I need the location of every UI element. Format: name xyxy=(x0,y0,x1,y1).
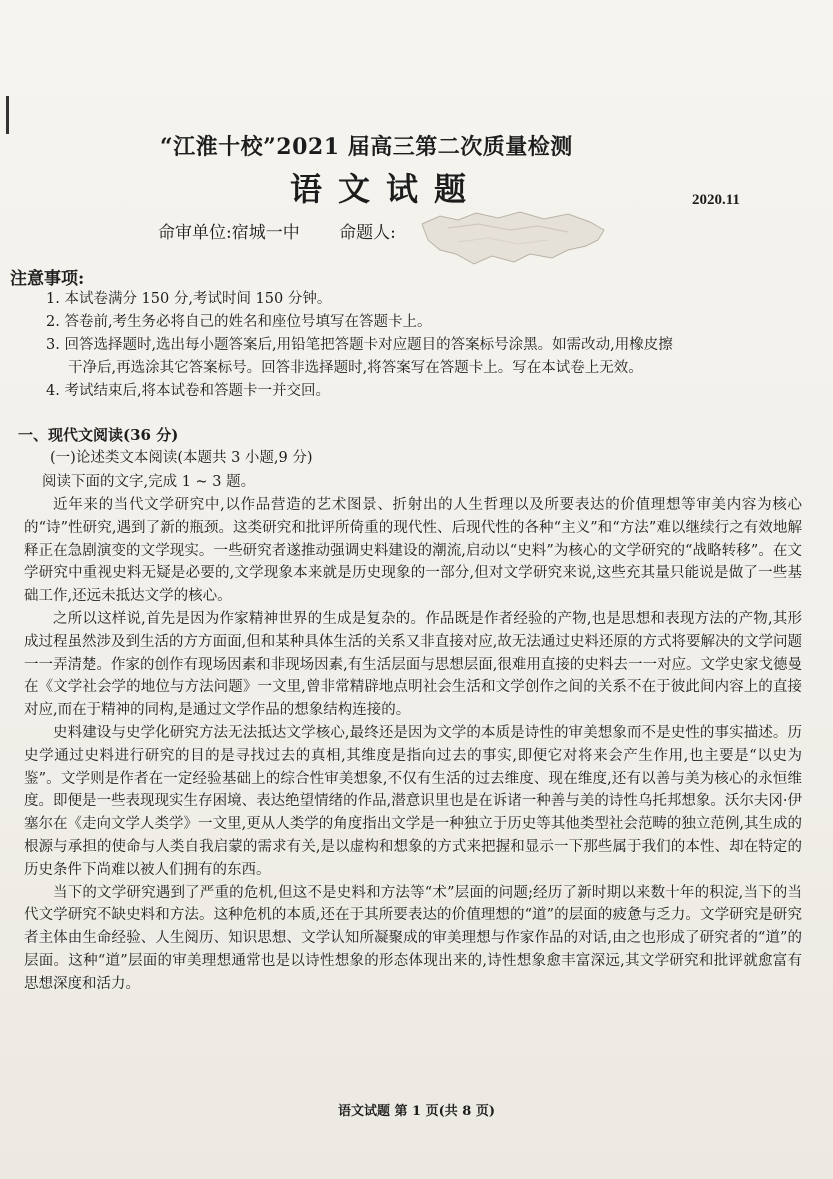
page-footer: 语文试题 第 1 页(共 8 页) xyxy=(337,1104,496,1119)
exam-title: “江淮十校”2021 届高三第二次质量检测 xyxy=(160,134,573,160)
subject-title: 语文试题 xyxy=(290,170,483,208)
reading-passage xyxy=(24,494,802,996)
notice-item: 1. 本试卷满分 150 分,考试时间 150 分钟。 xyxy=(46,291,332,307)
notice-item: 2. 答卷前,考生务必将自己的姓名和座位号填写在答题卡上。 xyxy=(46,314,432,330)
notice-heading: 注意事项: xyxy=(10,269,85,289)
section-heading: 一、现代文阅读(36 分) xyxy=(18,426,179,444)
notice-item: 3. 回答选择题时,选出每小题答案后,用铅笔把答题卡对应题目的答案标号涂黑。如需改动,用橡皮擦 xyxy=(46,337,673,353)
passage-paragraph: 之所以这样说,首先是因为作家精神世界的生成是复杂的。作品既是作者经验的产物,也是思想和表现方法的产物,其形成过程虽然涉及到生活的方方面面,但和某种具体生活的关系又非直接对应,故无法通过史料还原的方式将要解决的文学问题一一弄清楚。作家的创作有现场因素和非现场因素,有生活层面与思想层面,很难用直接的史料去一一对应。文学史家戈德曼在《文学社会学的地位与方法问题》一文里,曾非常精辟地点明社会生活和文学创作之间的关系不在于彼此间内容上的直接对应,而在于精神的同构,是通过文学作品的想象结构连接的。 xyxy=(24,610,802,719)
notice-item: 4. 考试结束后,将本试卷和答题卡一并交回。 xyxy=(46,383,331,399)
question-author: 命题人: xyxy=(339,223,396,243)
sub-section-heading: (一)论述类文本阅读(本题共 3 小题,9 分) xyxy=(50,450,313,466)
passage-paragraph: 史料建设与史学化研究方法无法抵达文学核心,最终还是因为文学的本质是诗性的审美想象而不是史性的事实描述。历史学通过史料进行研究的目的是寻找过去的真相,其维度是指向过去的事实,即便它对将来会产生作用,也主要是“以史为鉴”。文学则是作者在一定经验基础上的综合性审美想象,不仅有生活的过去维度、现在维度,还有以善与美为核心的永恒维度。即便是一些表现现实生存困境、表达绝望情绪的作品,潜意识里也是在诉诸一种善与美的诗性乌托邦想象。沃尔夫冈·伊塞尔在《走向文学人类学》一文里,更从人类学的角度指出文学是一种独立于历史等其他类型社会范畴的独立范例,其生成的根源与承担的使命与人类自我启蒙的需求有关,是以虚构和想象的方式来把握和显示一下那些属于我们的本性、却在特定的历史条件下尚难以被人们拥有的东西。 xyxy=(24,724,802,878)
binding-edge-mark xyxy=(6,96,9,134)
exam-date: 2020.11 xyxy=(692,192,740,208)
passage-paragraph: 近年来的当代文学研究中,以作品营造的艺术图景、折射出的人生哲理以及所要表达的价值理想等审美内容为核心的“诗”性研究,遇到了新的瓶颈。这类研究和批评所倚重的现代性、后现代性的各种“主义”和“方法”难以继续行之有效地解释正在急剧演变的文学现实。一些研究者遂推动强调史料建设的潮流,启动以“史料”为核心的文学研究的“战略转移”。在文学研究中重视史料无疑是必要的,文学现象本来就是历史现象的一部分,但对文学研究来说,这些充其量只能说是做了一些基础工作,还远未抵达文学的核心。 xyxy=(24,497,802,605)
passage-paragraph: 当下的文学研究遇到了严重的危机,但这不是史料和方法等“术”层面的问题;经历了新时期以来数十年的积淀,当下的当代文学研究不缺史料和方法。这种危机的本质,还在于其所要表达的价值理想的“道”的层面的疲惫与乏力。文学研究是研究者主体由生命经验、人生阅历、知识思想、文学认知所凝聚成的审美理想与作家作品的对话,由之也形成了研究者的“道”的层面。这种“道”层面的审美理想通常也是以诗性想象的形态体现出来的,诗性想象愈丰富深远,其文学研究和批评就愈富有思想深度和活力。 xyxy=(24,884,802,992)
notice-list xyxy=(46,288,786,403)
exam-meta xyxy=(158,218,430,243)
torn-paper-patch xyxy=(418,210,608,268)
setting-unit: 命审单位:宿城一中 xyxy=(158,223,300,243)
notice-item-continuation: 干净后,再选涂其它答案标号。回答非选择题时,将答案写在答题卡上。写在本试卷上无效。 xyxy=(68,360,643,376)
reading-instruction: 阅读下面的文字,完成 1 ~ 3 题。 xyxy=(42,474,256,490)
